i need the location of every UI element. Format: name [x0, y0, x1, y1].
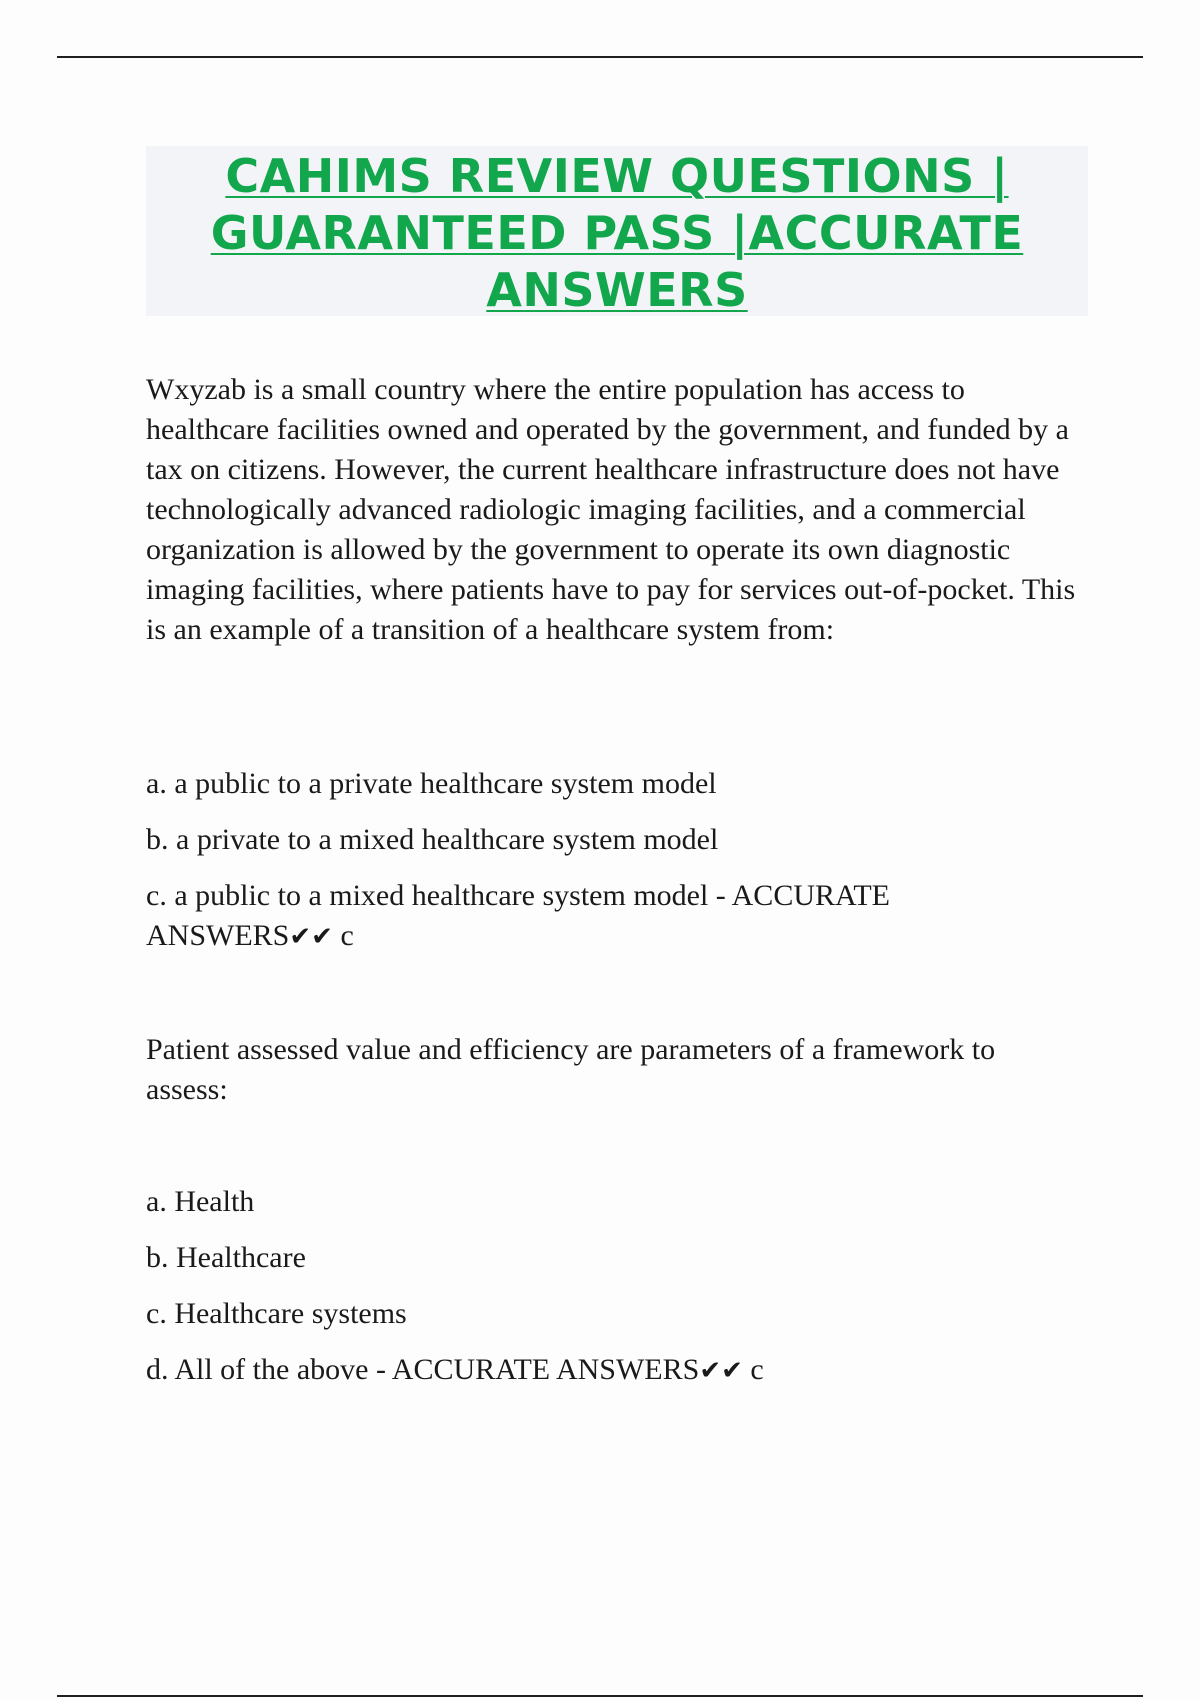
question-2-option-b: b. Healthcare	[146, 1241, 306, 1274]
top-rule	[57, 56, 1143, 58]
question-1-option-b: b. a private to a mixed healthcare system model	[146, 823, 719, 856]
question-2-prompt: Patient assessed value and efficiency are parameters of a framework to assess:	[146, 1033, 996, 1106]
question-2-option-d	[146, 1350, 1086, 1391]
document-title: CAHIMS REVIEW QUESTIONS | GUARANTEED PASS |ACCURATE ANSWERS	[210, 149, 1024, 317]
check-mark-icon: ✔✔	[699, 1356, 743, 1386]
title-banner	[146, 146, 1088, 316]
question-1-option-c	[146, 876, 966, 957]
question-1-prompt: Wxyzab is a small country where the entire population has access to healthcare facilities owned and operated by the government, and funded by a tax on citizens. However, the current healthcare infrastructure does not have technologically advanced radiologic imaging facilities, and a commercial organization is allowed by the government to operate its own diagnostic imaging facilities, where patients have to pay for services out-of-pocket. This is an example of a transition of a healthcare system from:	[146, 373, 1076, 646]
question-2-option-c: c. Healthcare systems	[146, 1297, 407, 1330]
question-1-option-a: a. a public to a private healthcare system model	[146, 767, 717, 800]
question-2-option-a: a. Health	[146, 1185, 255, 1218]
check-mark-icon: ✔✔	[289, 922, 333, 952]
bottom-rule	[57, 1695, 1143, 1697]
question-1-option-c-text: c. a public to a mixed healthcare system model - ACCURATE ANSWERS	[146, 879, 890, 952]
question-2-option-d-text: d. All of the above - ACCURATE ANSWERS	[146, 1353, 700, 1386]
question-2-answer-letter: c	[750, 1353, 764, 1386]
question-1-answer-letter: c	[340, 919, 354, 952]
